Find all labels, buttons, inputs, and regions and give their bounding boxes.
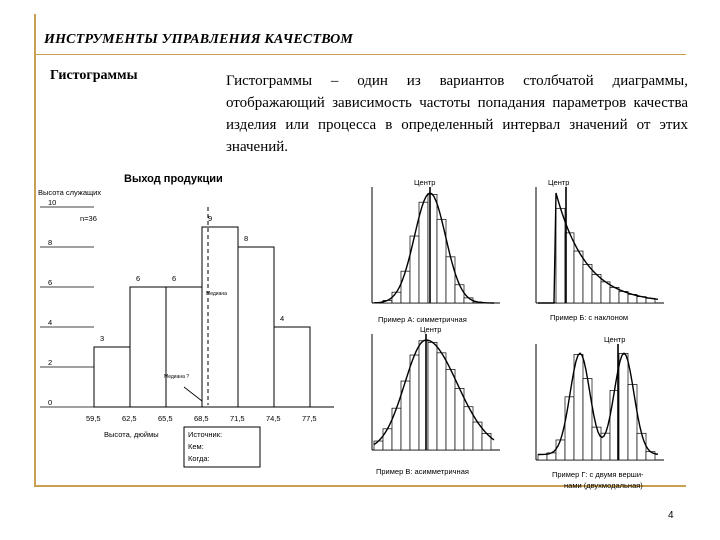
bar-value-label: 3 bbox=[100, 334, 105, 343]
example-d-caption-line2: нами (двухмодальная) bbox=[564, 481, 643, 490]
example-d-caption-line1: Пример Г: с двумя верши- bbox=[552, 470, 644, 479]
x-tick-label: 59,5 bbox=[86, 414, 101, 423]
mini-bar bbox=[419, 202, 428, 303]
mini-bar bbox=[637, 433, 646, 460]
example-c-caption: Пример В: асимметричная bbox=[376, 467, 469, 476]
histogram-bar bbox=[130, 287, 166, 407]
mini-bar bbox=[592, 427, 601, 460]
mini-bar bbox=[437, 353, 446, 450]
mini-bar bbox=[446, 369, 455, 450]
main-chart-title: Выход продукции bbox=[124, 173, 223, 185]
main-y-axis-label: Высота служащих bbox=[38, 188, 102, 197]
example-d-histogram bbox=[532, 332, 682, 494]
mini-bar bbox=[455, 285, 464, 303]
bar-value-label: 6 bbox=[172, 274, 177, 283]
example-b-caption: Пример Б: с наклоном bbox=[550, 313, 629, 322]
median-annotation: Медиана bbox=[206, 291, 227, 297]
x-tick-label: 65,5 bbox=[158, 414, 173, 423]
mini-bar bbox=[410, 236, 419, 303]
example-d-center-label: Центр bbox=[604, 335, 626, 344]
median-question-annotation: Медиана ? bbox=[164, 374, 190, 380]
mini-bar bbox=[401, 271, 410, 303]
x-tick-label: 71,5 bbox=[230, 414, 245, 423]
histogram-bar bbox=[274, 327, 310, 407]
histogram-bar bbox=[166, 287, 202, 407]
x-tick-label: 68,5 bbox=[194, 414, 209, 423]
y-tick-label: 2 bbox=[48, 358, 53, 367]
histogram-bar bbox=[94, 347, 130, 407]
mini-bar bbox=[556, 440, 565, 460]
accent-horizontal-rule bbox=[34, 54, 686, 55]
histogram-bar bbox=[202, 227, 238, 407]
bar-value-label: 4 bbox=[280, 314, 285, 323]
mini-bar bbox=[628, 385, 637, 460]
example-b-center-label: Центр bbox=[548, 178, 570, 187]
mini-bar bbox=[619, 353, 628, 460]
mini-bar bbox=[556, 208, 565, 303]
mini-bar bbox=[383, 429, 392, 450]
main-x-axis-label: Высота, дюймы bbox=[104, 430, 159, 439]
main-n-label: n=36 bbox=[80, 214, 97, 223]
when-label: Когда: bbox=[188, 454, 210, 463]
mini-bar bbox=[583, 265, 592, 303]
example-a-center-label: Центр bbox=[414, 178, 436, 187]
example-a-histogram bbox=[368, 175, 508, 335]
example-a-caption: Пример А: симметричная bbox=[378, 315, 467, 324]
mini-bar bbox=[574, 354, 583, 460]
mini-bar bbox=[374, 441, 383, 450]
example-b-histogram bbox=[532, 175, 672, 335]
mini-bar bbox=[410, 355, 419, 450]
mini-bar bbox=[538, 454, 547, 460]
definition-text: Гистограммы – один из вариантов столбчатой диаграммы, отображающий зависимость частоты попадания параметров качества изделия или процесса в определенный интервал значений от этих значений. bbox=[226, 73, 688, 155]
page-title: ИНСТРУМЕНТЫ УПРАВЛЕНИЯ КАЧЕСТВОМ bbox=[44, 32, 354, 47]
mini-bar bbox=[574, 251, 583, 303]
example-c-histogram bbox=[368, 322, 518, 482]
y-tick-label: 10 bbox=[48, 198, 57, 207]
histogram-bar bbox=[238, 247, 274, 407]
y-tick-label: 0 bbox=[48, 398, 53, 407]
mini-bar bbox=[592, 274, 601, 303]
mini-bar bbox=[446, 257, 455, 303]
mini-bar bbox=[428, 342, 437, 450]
page-number: 4 bbox=[668, 510, 674, 521]
mini-bar bbox=[583, 378, 592, 460]
main-histogram bbox=[34, 165, 364, 470]
example-c-center-label: Центр bbox=[420, 325, 442, 334]
y-tick-label: 4 bbox=[48, 318, 53, 327]
source-label: Источник: bbox=[188, 430, 223, 439]
x-tick-label: 62,5 bbox=[122, 414, 137, 423]
bar-value-label: 8 bbox=[244, 234, 249, 243]
y-tick-label: 8 bbox=[48, 238, 53, 247]
mini-bar bbox=[455, 388, 464, 450]
x-tick-label: 74,5 bbox=[266, 414, 281, 423]
mini-bar bbox=[392, 292, 401, 303]
bar-value-label: 9 bbox=[208, 214, 213, 223]
x-tick-label: 77,5 bbox=[302, 414, 317, 423]
y-tick-label: 6 bbox=[48, 278, 53, 287]
who-label: Кем: bbox=[188, 442, 204, 451]
section-subtitle: Гистограммы bbox=[50, 68, 138, 83]
bar-value-label: 6 bbox=[136, 274, 141, 283]
mini-bar bbox=[565, 397, 574, 460]
mini-bar bbox=[601, 282, 610, 303]
